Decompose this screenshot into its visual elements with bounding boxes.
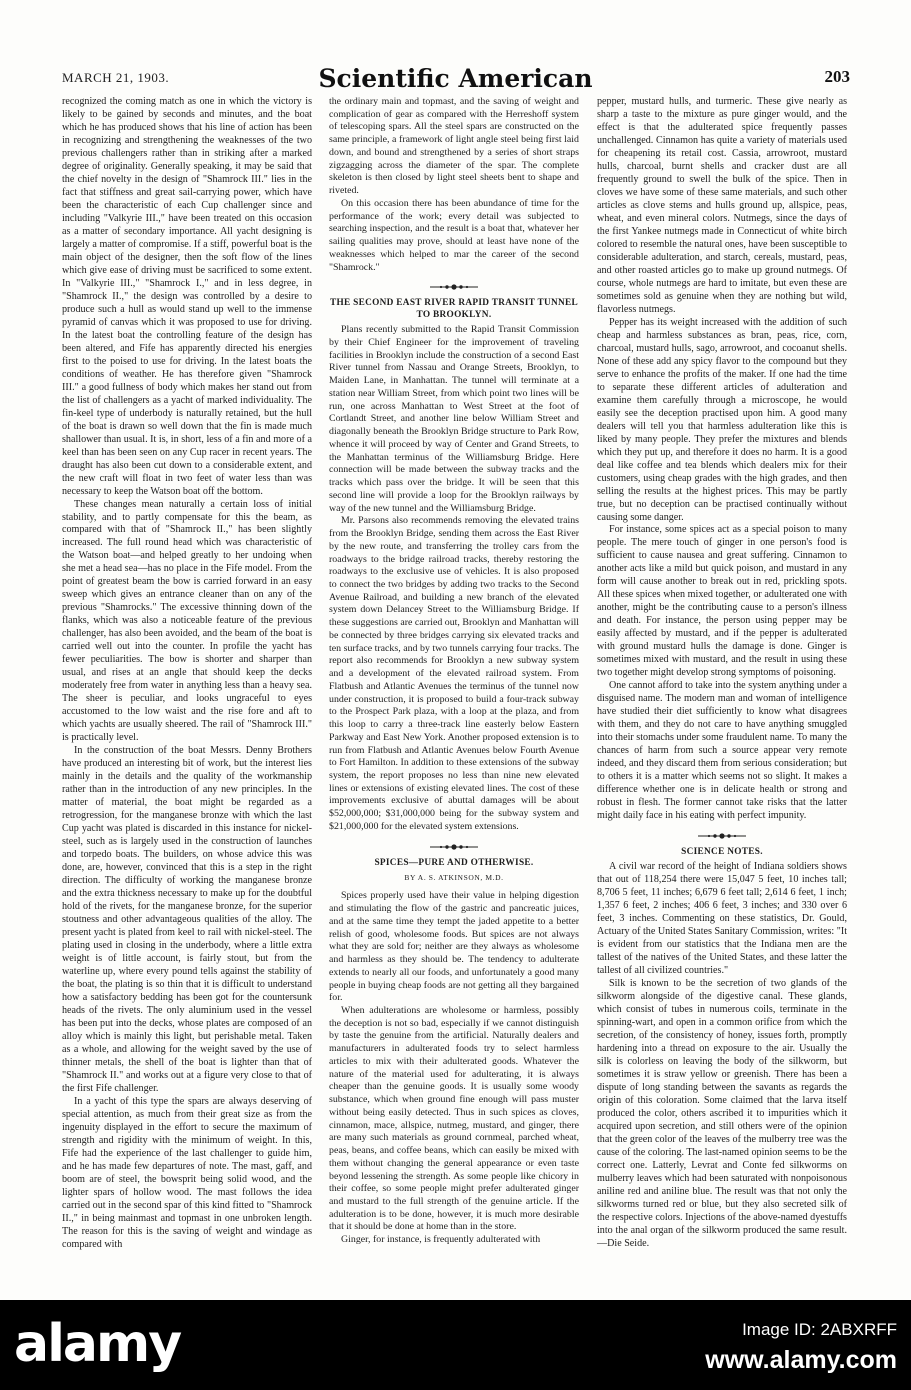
page-number: 203: [824, 67, 850, 86]
article-paragraph: On this occasion there has been abundance of time for the performance of the work; every detail was subjected to searching inspection, and the result is a boat that, whatever her sailing qualities may prove, should at least have none of the weaknesses which helped to mar the career of the second "Shamrock.": [329, 197, 579, 273]
article-paragraph: In a yacht of this type the spars are always deserving of special attention, as much from their great size as from the ingenuity displayed in the effort to secure the maximum of strength and rigidity with the minimum of weight. In this, Fife had the experience of the last challenger to guide him, and he has made few departures of note. The mast, gaff, and boom are of steel, the bowsprit being solid wood, and the lighter spars of hollow wood. The mast follows the idea carried out in the second spar of this kind fitted to "Shamrock II.," in being mainmast and topmast in one unbroken length. The reason for this is the saving of weight and windage as compared with: [62, 1095, 312, 1250]
article-byline: BY A. S. ATKINSON, M.D.: [404, 872, 504, 882]
page-header: [0, 64, 911, 98]
article-paragraph: In the construction of the boat Messrs. Denny Brothers have produced an interesting bit of work, but the interest lies mainly in the details and the quality of the workmanship rather than in the introduction of any new principles. In the matter of material, the boat might be regarded as a retrogression, for the manganese bronze with which the last Cup yacht was plated is discarded in this instance for nickel-steel, such as is largely used in the construction of launches and torpedo boats. The builders, on whose advice this was done, are, however, convinced that this is a step in the right direction. The difficulty of working the manganese bronze and the extra thickness necessary to make up for the doubtful hold of the rivets, for the manganese bronze, for the superior stoutness and other advantageous qualities of the alloy. The present yacht is plated from keel to rail with nickel-steel. The plating used in closing in the underbody, where a little extra weight is of little account, is fairly stout, but from the waterline up, where every pound tells against the stability of the boat, the plating is so thin that it is difficult to understand how a satisfactory bedding has been got for the countersunk heads of the rivets. The only aluminium used in the vessel has been put into the decks, whose plates are composed of an alloy which is mainly this light, but perishable metal. Taken as a whole, and allowing for the weight saved by the use of thinner metals, the shell of the boat is lighter than that of "Shamrock II." and works out at a figure very close to that of the first Fife challenger.: [62, 745, 312, 1094]
stock-watermark-banner: [0, 1300, 911, 1390]
article-paragraph: the ordinary main and topmast, and the saving of weight and complication of gear as compared with the Herreshoff system of telescoping spars. All the steel spars are constructed on the same principle, a framework of light angle steel being first laid down, and bound and strengthened by a series of short straps zigzagging across the diameter of the spar. The complete skeleton is then closed by light steel sheets bent to shape and riveted.: [329, 96, 579, 197]
article-paragraph: pepper, mustard hulls, and turmeric. These give nearly as sharp a taste to the mixture as pure ginger would, and the effect is that the adulterated spice frequently passes unchallenged. Cinnamon has quite a variety of materials used for cheapening its retail cost. Cassia, arrowroot, mustard hulls, charcoal, burnt shells and cracker dust are all frequently ground to swell the bulk of the spice. Then in cloves we have some of these same materials, and such other articles as clove stems and hulls ground up, allspice, peas, wheat, and even mineral colors. Nutmegs, since the days of the first Yankee nutmegs made in Connecticut of white birch colored to resemble the natural ones, have been susceptible to considerable adulteration, and starch, cereals, mustard, peas, and other roasted articles go to make up ground nutmegs. Of course, whole nutmegs are hard to imitate, but even these are sometimes sold as genuine when they are nothing but wild, flavorless nutmegs.: [597, 96, 847, 315]
article-paragraph: Plans recently submitted to the Rapid Transit Commission by their Chief Engineer for the improvement of traveling facilities in Brooklyn include the construction of a second East River tunnel from Nassau and Orange Streets, Brooklyn, to Maiden Lane, in Manhattan. The tunnel will terminate at a station near William Street, from which point two lines will be run, one across Manhattan to West Street at the foot of Cortlandt Street, and another line below William Street and diagonally beneath the Brooklyn Bridge structure to Park Row, whence it will proceed by way of Center and Grand Streets, to the Manhattan terminus of the Williamsburg Bridge. Here connection will be made between the subway tracks and the tracks which pass over the bridge. It will be seen that this second line will provide a loop for the Brooklyn railways by way of the new tunnel and the Williamsburg Bridge.: [329, 324, 579, 514]
column-2: [329, 96, 579, 1247]
article-paragraph: Mr. Parsons also recommends removing the elevated trains from the Brooklyn Bridge, sending them across the East River by the new route, and transferring the trolley cars from the roadways to the bridge railroad tracks, thereby restoring the roadways to the exclusive use of vehicles. It is also proposed to connect the two bridges by adding two tracks to the Second Avenue Railroad, and building a new branch of the elevated system down Delancey Street to the Williamsburg Bridge. If these suggestions are carried out, Brooklyn and Manhattan will be connected by three bridges carrying six elevated tracks and ten surface tracks, and by two tunnels carrying four tracks. The report also recommends for Brooklyn a new subway system and a development of the elevated railroad system. From Flatbush and Atlantic Avenues the terminus of the tunnel now under construction, it is proposed to build a four-track subway to the Prospect Park plaza, with a loop at the plaza, and from this loop to carry a three-track line easterly below Eastern Parkway and East New York. Another proposed extension is to run from Flatbush and Atlantic Avenues below Fourth Avenue to Fort Hamilton. In addition to these extensions of the subway system, the report proposes no less than nine new elevated lines or extensions of existing elevated lines. The cost of these improvements exclusive of abuttal damages will be about $52,000,000; $31,000,000 being for the subway system and $21,000,000 for the elevated system extensions.: [329, 515, 579, 832]
article-paragraph: recognized the coming match as one in which the victory is likely to be gained by seconds and minutes, and the boat which he has produced shows that his line of action has been in recognizing and strengthening the weaknesses of the two previous challengers rather than in striking after a marked degree of originality. Generally speaking, it may be said that the chief novelty in the design of "Shamrock III." lies in the fact that stiffness and great sail-carrying power, which have been the characteristic of each Cup challenger since and including "Valkyrie III.," have been treated on this occasion as a matter of secondary importance. All yacht designing is largely a matter of compromise. If a stiff, powerful boat is the main object of the designer, then the soft flow of the lines which give ease of driving must be sacrificed to some extent. In "Valkyrie III.," "Shamrock I.," and in less degree, in "Shamrock II.," the design was controlled by a desire to produce such a hull as would stand up well to the immense pyramid of canvas which it was proposed to use for driving. In the latest boat the controlling feature of the design has been altered, and Fife has apparently directed his energies first to the poised to use for driving. In the latest boats the conditions of weather. He has therefore given "Shamrock III." a good fullness of body which makes her stand out from the list of challengers as a yacht of marked individuality. The fin-keel type of underbody is naturally retained, but the hull of the boat is drawn so well down that the fin is made much shallower than usual. It is, in short, less of a fin and more of a keel than has been seen on any Cup racer in recent years. The draught has also been cut down to a considerable extent, and the new craft will float in two feet of water less than was necessary to keep the Watson boat off the bottom.: [62, 96, 312, 497]
image-id: Image ID: 2ABXRFF: [742, 1320, 897, 1339]
alamy-logo: alamy: [14, 1314, 181, 1374]
section-divider-ornament: [329, 281, 579, 293]
column-1: [62, 96, 312, 1252]
article-paragraph: Silk is known to be the secretion of two glands of the silkworm alongside of the digestive canal. These glands, which consist of tubes in numerous coils, terminate in the spinning-wart, and open in a common orifice from which the secretion, of the consistency of honey, issues forth, promptly hardening into a thread on exposure to the air. Usually the silk is colorless on leaving the body of the silkworm, but sometimes it is straw yellow or greenish. There has been a dispute of long standing between the savants as regards the origin of this coloration. Some claimed that the larva itself produced the color, others ascribed it to impurities which it acquired upon secretion, and still others were of the opinion that the green color of the leaves of the mulberry tree was the cause of the coloring. The last-named opinion seems to be the correct one. Latterly, Levrat and Conte fed silkworms on mulberry leaves which had been saturated with nonpoisonous aniline red and aniline blue. The result was that not only the silkworms turned red or blue, but they also secreted silk of the respective colors. Injections of the above-named dyestuffs into the anal organ of the silkworm produced the same result.—Die Seide.: [597, 977, 847, 1249]
article-paragraph: For instance, some spices act as a special poison to many people. The mere touch of ginger in one person's food is sufficient to cause nausea and great suffering. Cinnamon to another acts like a mild but quick poison, and mustard in any form will cause another to break out in red, prickling spots. All these spices when mixed together, or adulterated one with another, might be the contributing cause to a person's illness and death. For instance, the person using pepper may be easily affected by mustard, and if the pepper is adulterated with ground mustard hulls the damage is done. Ginger is sometimes mixed with mustard, and the result in using these two together might develop strong symptoms of poisoning.: [597, 524, 847, 679]
article-paragraph: Ginger, for instance, is frequently adulterated with: [341, 1234, 541, 1246]
article-heading: SPICES—PURE AND OTHERWISE.: [374, 857, 534, 868]
article-paragraph: These changes mean naturally a certain loss of initial stability, and to partly compensate for this the beam, as compared with that of "Shamrock II.," has been slightly increased. The full round head which was characteristic of the Watson boat—and helped greatly to her undoing when she met a head sea—has no place in the Fife model. From the point of greatest beam the bow is carried forward in an easy sweep which gives an entrance cleaner than on any of the previous "Shamrocks." The excessive thinning down of the flanks, which was also a noticeable feature of the previous challenger, has also been avoided, and the beam of the boat is carried well out into the counter. In profile the yacht has fewer peculiarities. The bow is shorter and sharper than usual, and rises at an angle that should keep the decks moderately free from water in anything less than a heavy sea. The sheer is peculiar, and looks ungraceful to eyes accustomed to the low waist and the rise fore and aft to which yachts are usually sheered. The rail of "Shamrock III." is practically level.: [62, 498, 312, 744]
ornament-icon: [698, 832, 746, 840]
article-paragraph: One cannot afford to take into the system anything under a disguised name. The modern man and woman of intelligence have studied their diet sufficiently to know what disagrees with them, and they do not care to have anything smuggled into their stomachs under some fraudulent name. To many the chances of harm from such a source appear very remote indeed, and they discard them from serious consideration; but to others it is a matter which seems not so slight. It makes a difference whether one is in delicate health or strong and robust in flesh. The former cannot take risks that the latter might daily face in his eating with perfect impunity.: [597, 680, 847, 822]
section-divider-ornament: [597, 830, 847, 842]
article-paragraph: Spices properly used have their value in helping digestion and stimulating the flow of the gastric and pancreatic juices, and at the same time they tempt the jaded appetite to a better relish of good, wholesome foods. But spices are not always what they are sold for; neither are they always as wholesome and harmless as they should be. The tendency to adulterate extends to nearly all our foods, and unfortunately a good many people in buying cheap foods are not getting all they bargained for.: [329, 890, 579, 1004]
issue-date: MARCH 21, 1903.: [62, 70, 170, 85]
ornament-icon: [430, 843, 478, 851]
watermark-url: www.alamy.com: [705, 1346, 897, 1374]
article-paragraph: A civil war record of the height of Indiana soldiers shows that out of 118,254 there were 15,047 5 feet, 10 inches tall; 8,706 5 feet, 11 inches; 6,679 6 feet tall; 2,614 6 feet, 1 inch; 1,357 6 feet, 2 inches; 406 6 feet, 3 inches; and 330 over 6 feet, 3 inches. Commenting on these statistics, Dr. Gould, Actuary of the United States Sanitary Commission, writes: "It is evident from our statistics that the Indiana men are the tallest of the natives of the United States, and these latter the tallest of all civilized countries.": [597, 861, 847, 976]
section-divider-ornament: [329, 841, 579, 853]
article-heading: SCIENCE NOTES.: [681, 847, 763, 858]
article-heading: THE SECOND EAST RIVER RAPID TRANSIT TUNNEL TO BROOKLYN.: [329, 298, 578, 321]
column-3: [597, 96, 847, 1251]
masthead-title: Scientific American: [318, 64, 593, 93]
ornament-icon: [430, 283, 478, 291]
article-paragraph: Pepper has its weight increased with the addition of such cheap and harmless substances as bran, peas, rice, corn, charcoal, mustard hulls, sago, arrowroot, and cocoanut shells. None of these add any spicy flavor to the compound but they serve to enhance the profits of the maker. If one had the time to separate these different articles of adulteration and examine them carefully through a microscope, he would easily see the deception practised upon him. A good many dealers will tell you that harmless adulteration like this is liked by many people. They prefer the mixtures and blends which they put up, and therefore it does no harm. It is a good deal like coffee and tea blends which dealers mix for their customers, using cheap grades with the high grades, and then selling the results at the highest prices. This may be partly true, but no deception can be practised continually without causing some danger.: [597, 316, 847, 523]
article-paragraph: When adulterations are wholesome or harmless, possibly the deception is not so bad, especially if we cannot distinguish by taste the genuine from the artificial. Naturally dealers and manufacturers in adulterated foods try to select harmless articles to mix with their adulterated goods. Whatever the nature of the material used for adulterating, it is always cheaper than the genuine goods. It is usually some woody substance, which when ground fine enough will pass muster without being easily detected. Thus in such spices as cloves, cinnamon, mace, allspice, nutmeg, mustard, and ginger, there are many such materials as ground cornmeal, parched wheat, peas, beans, and coffee beans, which can easily be mixed with them without changing the general appearance or even taste beyond lessening the strength. As some people like chicory in their coffee, so some people might prefer adulterated ginger and mustard to the full strength of the genuine article. If the adulteration is to be done, however, it is much more desirable that it should be done at home than in the store.: [329, 1005, 579, 1233]
